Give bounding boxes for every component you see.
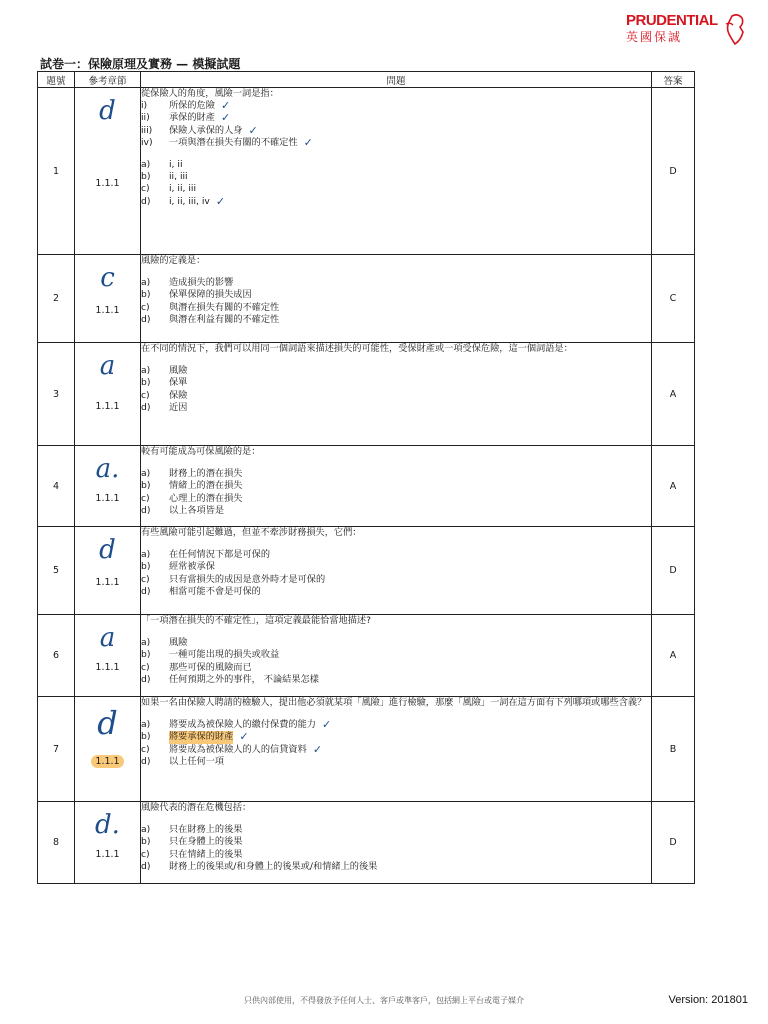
answer-option bbox=[141, 574, 651, 586]
chapter-reference: 1.1.1 bbox=[95, 177, 120, 189]
check-mark-icon: ✓ bbox=[303, 135, 313, 149]
check-mark-icon: ✓ bbox=[312, 742, 323, 756]
option-text: 與潛在利益有關的不確定性 bbox=[169, 313, 280, 325]
list-item bbox=[141, 112, 651, 124]
answer-cell: D bbox=[652, 88, 695, 255]
question-number: 2 bbox=[38, 255, 75, 343]
option-text: 以上任何一項 bbox=[169, 755, 225, 767]
option-text: 保險 bbox=[169, 389, 188, 401]
question-cell bbox=[141, 527, 652, 615]
option-text: 造成損失的影響 bbox=[169, 277, 234, 289]
col-header-ref: 參考章節 bbox=[75, 72, 141, 88]
answer-option bbox=[141, 277, 651, 289]
question-stem bbox=[141, 88, 651, 100]
option-text: 近因 bbox=[169, 401, 188, 413]
chapter-reference: 1.1.1 bbox=[95, 400, 120, 412]
option-label: d) bbox=[141, 504, 151, 516]
answer-option bbox=[141, 183, 651, 195]
answer-option bbox=[141, 586, 651, 598]
option-label: d) bbox=[141, 401, 151, 413]
question-cell bbox=[141, 802, 652, 884]
option-text: 情緒上的潛在損失 bbox=[169, 480, 243, 492]
answer-option bbox=[141, 861, 651, 873]
option-label: c) bbox=[141, 848, 150, 860]
question-number: 6 bbox=[38, 615, 75, 697]
option-label: a) bbox=[141, 277, 151, 289]
option-label: b) bbox=[141, 649, 151, 661]
reference-cell bbox=[75, 802, 141, 884]
table-row bbox=[38, 255, 695, 343]
chapter-reference: 1.1.1 bbox=[95, 492, 120, 504]
option-text: 一種可能出現的損失或收益 bbox=[169, 649, 280, 661]
answer-option bbox=[141, 719, 651, 731]
option-text: 那些可保的風險而已 bbox=[169, 661, 252, 673]
option-label: d) bbox=[141, 313, 151, 325]
brand-chinese: 英國保誠 bbox=[626, 30, 683, 44]
item-text: 承保的財產 bbox=[169, 112, 215, 124]
option-label: a) bbox=[141, 468, 151, 480]
question-table bbox=[37, 71, 695, 884]
option-text: 經常被承保 bbox=[169, 561, 215, 573]
confidentiality-note: 只供內部使用，不得發放予任何人士、客戶或準客戶，包括網上平台或電子媒介 bbox=[244, 996, 524, 1005]
option-text: 只有當損失的成因是意外時才是可保的 bbox=[169, 573, 326, 585]
question-stem: 風險代表的潛在危機包括： bbox=[141, 802, 252, 813]
option-label: b) bbox=[141, 171, 151, 183]
option-label: a) bbox=[141, 637, 151, 649]
option-text: 將要成為被保險人的人的信貸資料 bbox=[169, 743, 307, 755]
item-text: 所保的危險 bbox=[169, 100, 215, 112]
option-label: c) bbox=[141, 183, 150, 195]
item-label: iv) bbox=[141, 136, 153, 148]
answer-option bbox=[141, 674, 651, 686]
handwritten-note: c bbox=[100, 263, 115, 293]
list-item bbox=[141, 125, 651, 137]
option-label: a) bbox=[141, 159, 151, 171]
option-text: 在任何情況下都是可保的 bbox=[169, 549, 271, 561]
answer-cell: B bbox=[652, 697, 695, 802]
question-cell bbox=[141, 343, 652, 446]
question-number: 5 bbox=[38, 527, 75, 615]
question-stem: 如果一名由保險人聘請的檢驗人，提出他必須就某項「風險」進行檢驗，那麼「風險」一詞在這方面有下列哪項或哪些含義？ bbox=[141, 697, 647, 708]
chapter-reference: 1.1.1 bbox=[95, 305, 120, 316]
item-text: 保險人承保的人身 bbox=[169, 124, 243, 136]
reference-cell bbox=[75, 527, 141, 615]
page-title: 試卷一：保險原理及實務 — 模擬試題 bbox=[40, 57, 241, 71]
check-mark-icon: ✓ bbox=[239, 730, 249, 744]
reference-cell bbox=[75, 615, 141, 697]
option-label: c) bbox=[141, 389, 150, 401]
option-text: i, ii, iii bbox=[169, 183, 196, 195]
handwritten-note: d. bbox=[95, 810, 120, 840]
option-text: 財務上的潛在損失 bbox=[169, 468, 243, 480]
reference-cell bbox=[75, 343, 141, 446]
handwritten-note: a bbox=[99, 351, 116, 381]
answer-option bbox=[141, 549, 651, 561]
option-label: b) bbox=[141, 731, 151, 743]
answer-option bbox=[141, 731, 651, 743]
check-mark-icon: ✓ bbox=[220, 111, 231, 125]
option-text: 相當可能不會是可保的 bbox=[169, 585, 261, 597]
option-text: 只在身體上的後果 bbox=[169, 836, 243, 848]
option-text: 以上各項皆是 bbox=[169, 504, 225, 516]
answer-option bbox=[141, 314, 651, 326]
item-label: i) bbox=[141, 100, 148, 112]
handwritten-note: a. bbox=[95, 454, 120, 484]
option-label: a) bbox=[141, 549, 151, 561]
option-label: b) bbox=[141, 480, 151, 492]
answer-option bbox=[141, 824, 651, 836]
question-stem-text: 從保險人的角度，風險一詞是指： bbox=[141, 88, 279, 99]
table-row bbox=[38, 802, 695, 884]
answer-option bbox=[141, 468, 651, 480]
answer-option bbox=[141, 171, 651, 183]
answer-option bbox=[141, 505, 651, 517]
chapter-reference: 1.1.1 bbox=[95, 849, 120, 860]
answer-cell: D bbox=[652, 802, 695, 884]
option-text: 風險 bbox=[169, 637, 188, 649]
chapter-reference: 1.1.1 bbox=[91, 755, 123, 768]
list-item bbox=[141, 100, 651, 112]
question-cell bbox=[141, 255, 652, 343]
question-stem: 「一項潛在損失的不確定性」，這項定義最能恰當地描述? bbox=[141, 615, 371, 626]
handwritten-note: d bbox=[99, 96, 116, 126]
chapter-reference: 1.1.1 bbox=[95, 577, 120, 588]
option-text: 只在情緒上的後果 bbox=[169, 848, 243, 860]
answer-option bbox=[141, 302, 651, 314]
check-mark-icon: ✓ bbox=[215, 194, 226, 208]
answer-option bbox=[141, 836, 651, 848]
option-label: c) bbox=[141, 573, 150, 585]
table-row bbox=[38, 527, 695, 615]
question-stem: 有些風險可能引起難過，但並不牽涉財務損失，它們： bbox=[141, 527, 362, 538]
table-row bbox=[38, 615, 695, 697]
version-label: Version: 201801 bbox=[668, 994, 748, 1006]
question-cell bbox=[141, 615, 652, 697]
question-stem: 風險的定義是： bbox=[141, 255, 206, 266]
option-text: 任何預期之外的事件， 不論結果怎樣 bbox=[169, 673, 319, 685]
item-text: 一項與潛在損失有關的不確定性 bbox=[169, 136, 298, 148]
highlighted-option-text: 將要承保的財產 bbox=[169, 731, 234, 743]
col-header-answer: 答案 bbox=[652, 72, 695, 88]
handwritten-note: d bbox=[97, 704, 118, 742]
table-row bbox=[38, 697, 695, 802]
option-text: ii, iii bbox=[169, 171, 188, 183]
handwritten-note: d bbox=[99, 535, 116, 565]
reference-cell bbox=[75, 697, 141, 802]
check-mark-icon: ✓ bbox=[220, 99, 231, 113]
handwritten-note: a bbox=[99, 623, 116, 653]
answer-cell: A bbox=[652, 446, 695, 527]
answer-cell: C bbox=[652, 255, 695, 343]
answer-option bbox=[141, 637, 651, 649]
option-text: i, ii bbox=[169, 159, 183, 171]
option-text: 保單保障的損失成因 bbox=[169, 289, 252, 301]
table-row bbox=[38, 446, 695, 527]
item-label: iii) bbox=[141, 124, 153, 136]
option-label: a) bbox=[141, 824, 151, 836]
option-label: d) bbox=[141, 673, 151, 685]
answer-option bbox=[141, 196, 651, 208]
option-label: d) bbox=[141, 755, 151, 767]
question-cell bbox=[141, 697, 652, 802]
answer-option bbox=[141, 289, 651, 301]
option-label: d) bbox=[141, 195, 151, 207]
option-text: 財務上的後果或/和身體上的後果或/和情緒上的後果 bbox=[169, 860, 378, 872]
option-label: c) bbox=[141, 661, 150, 673]
option-text: 與潛在損失有關的不確定性 bbox=[169, 301, 280, 313]
item-label: ii) bbox=[141, 112, 150, 124]
option-label: b) bbox=[141, 561, 151, 573]
option-label: b) bbox=[141, 377, 151, 389]
answer-option bbox=[141, 662, 651, 674]
answer-option bbox=[141, 849, 651, 861]
answer-option bbox=[141, 493, 651, 505]
option-text: i, ii, iii, iv bbox=[169, 195, 210, 207]
answer-option bbox=[141, 377, 651, 389]
answer-option bbox=[141, 480, 651, 492]
answer-option bbox=[141, 365, 651, 377]
option-label: d) bbox=[141, 585, 151, 597]
option-text: 保單 bbox=[169, 377, 188, 389]
question-number: 3 bbox=[38, 343, 75, 446]
option-label: c) bbox=[141, 743, 150, 755]
question-number: 8 bbox=[38, 802, 75, 884]
question-stem: 較有可能成為可保風險的是： bbox=[141, 446, 261, 457]
answer-option bbox=[141, 390, 651, 402]
check-mark-icon: ✓ bbox=[322, 718, 332, 732]
answer-cell: A bbox=[652, 343, 695, 446]
question-cell bbox=[141, 88, 652, 255]
option-label: c) bbox=[141, 301, 150, 313]
option-label: a) bbox=[141, 365, 151, 377]
option-label: c) bbox=[141, 492, 150, 504]
prudential-logo bbox=[626, 12, 746, 46]
option-label: a) bbox=[141, 719, 151, 731]
answer-option bbox=[141, 159, 651, 171]
question-number: 7 bbox=[38, 697, 75, 802]
answer-option bbox=[141, 744, 651, 756]
option-text: 心理上的潛在損失 bbox=[169, 492, 243, 504]
table-row bbox=[38, 343, 695, 446]
answer-option bbox=[141, 402, 651, 414]
question-number: 4 bbox=[38, 446, 75, 527]
prudence-figure-icon bbox=[722, 12, 746, 46]
question-stem: 在不同的情況下，我們可以用同一個詞語來描述損失的可能性，受保財產或一項受保危險，這一個詞語是： bbox=[141, 343, 573, 354]
list-item bbox=[141, 137, 651, 149]
option-label: b) bbox=[141, 289, 151, 301]
option-label: b) bbox=[141, 836, 151, 848]
reference-cell bbox=[75, 88, 141, 255]
question-cell bbox=[141, 446, 652, 527]
answer-option bbox=[141, 649, 651, 661]
question-number: 1 bbox=[38, 88, 75, 255]
chapter-reference: 1.1.1 bbox=[95, 662, 120, 673]
table-header-row bbox=[38, 72, 695, 88]
option-text: 只在財務上的後果 bbox=[169, 824, 243, 836]
answer-option bbox=[141, 756, 651, 768]
col-header-question: 問題 bbox=[141, 72, 652, 88]
reference-cell bbox=[75, 446, 141, 527]
col-header-num: 題號 bbox=[38, 72, 75, 88]
check-mark-icon: ✓ bbox=[248, 123, 258, 137]
table-row bbox=[38, 88, 695, 255]
option-text: 風險 bbox=[169, 365, 188, 377]
answer-cell: A bbox=[652, 615, 695, 697]
reference-cell bbox=[75, 255, 141, 343]
option-label: d) bbox=[141, 860, 151, 872]
brand-name: PRUDENTIAL bbox=[626, 12, 718, 29]
answer-cell: D bbox=[652, 527, 695, 615]
option-text: 將要成為被保險人的繳付保費的能力 bbox=[169, 719, 316, 731]
answer-option bbox=[141, 561, 651, 573]
